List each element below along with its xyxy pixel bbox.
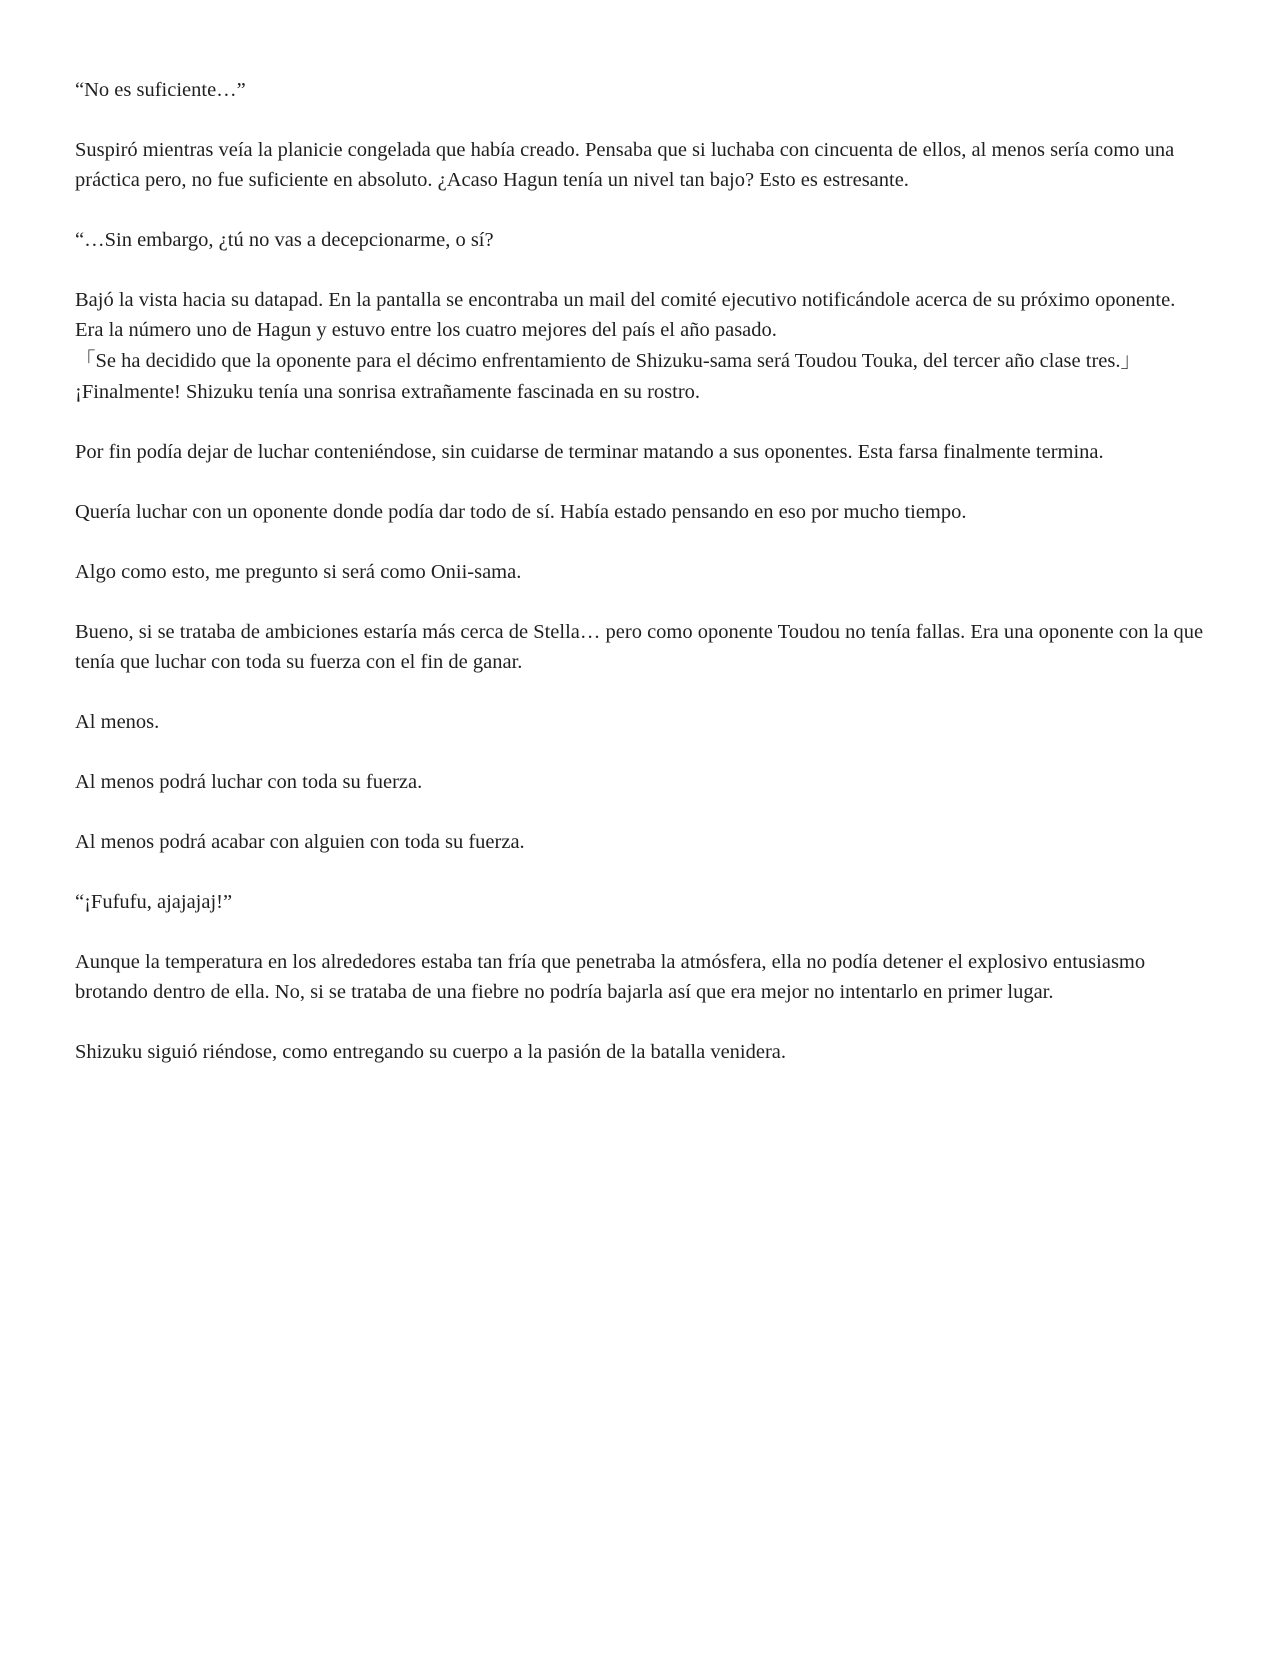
document-body <box>75 75 1205 1067</box>
paragraph-4: Bajó la vista hacia su datapad. En la pantalla se encontraba un mail del comité ejecutivo notificándole acerca de su próximo oponente. Era la número uno de Hagun y estuvo entre los cuatro mejores del país el año pasado. <box>75 289 1176 341</box>
paragraph-13: Al menos podrá acabar con alguien con toda su fuerza. <box>75 831 525 853</box>
paragraph-11: Al menos. <box>75 711 160 733</box>
paragraph-14: “¡Fufufu, ajajajaj!” <box>75 891 233 913</box>
paragraph-12: Al menos podrá luchar con toda su fuerza. <box>75 771 423 793</box>
paragraph-10: Bueno, si se trataba de ambiciones estaría más cerca de Stella… pero como oponente Toudou no tenía fallas. Era una oponente con la que tenía que luchar con toda su fuerza con el fin de ganar. <box>75 621 1204 673</box>
paragraph-15: Aunque la temperatura en los alrededores estaba tan fría que penetraba la atmósfera, ella no podía detener el explosivo entusiasmo brotando dentro de ella. No, si se trataba de una fiebre no podría bajarla así que era mejor no intentarlo en primer lugar. <box>75 951 1146 1003</box>
paragraph-3: “…Sin embargo, ¿tú no vas a decepcionarme, o sí? <box>75 229 494 251</box>
paragraph-8: Quería luchar con un oponente donde podía dar todo de sí. Había estado pensando en eso por mucho tiempo. <box>75 501 967 523</box>
paragraph-9: Algo como esto, me pregunto si será como Onii-sama. <box>75 561 522 583</box>
paragraph-5-notice: 「Se ha decidido que la oponente para el décimo enfrentamiento de Shizuku-sama será Toudou Touka, del tercer año clase tres.」 <box>75 350 1141 372</box>
paragraph-2: Suspiró mientras veía la planicie congelada que había creado. Pensaba que si luchaba con cincuenta de ellos, al menos sería como una práctica pero, no fue suficiente en absoluto. ¿Acaso Hagun tenía un nivel tan bajo? Esto es estresante. <box>75 139 1175 191</box>
paragraph-16: Shizuku siguió riéndose, como entregando su cuerpo a la pasión de la batalla venidera. <box>75 1041 787 1063</box>
paragraph-1: “No es suficiente…” <box>75 79 246 101</box>
paragraph-6: ¡Finalmente! Shizuku tenía una sonrisa extrañamente fascinada en su rostro. <box>75 381 701 403</box>
paragraph-7: Por fin podía dejar de luchar conteniéndose, sin cuidarse de terminar matando a sus oponentes. Esta farsa finalmente termina. <box>75 441 1104 463</box>
